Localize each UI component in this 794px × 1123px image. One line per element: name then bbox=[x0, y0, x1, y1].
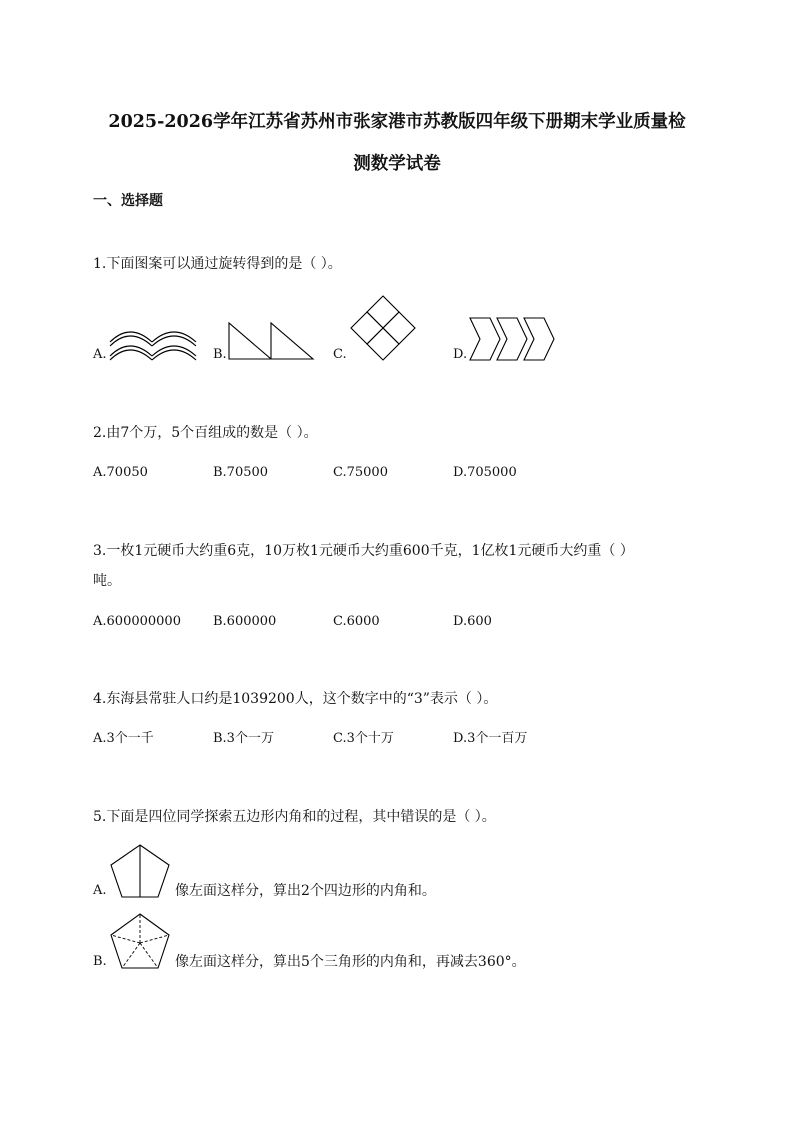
page-title: 2025-2026学年江苏省苏州市张家港市苏教版四年级下册期末学业质量检 bbox=[108, 112, 686, 132]
chevrons-icon bbox=[468, 316, 558, 362]
q3-option-a: A.600000000 bbox=[93, 614, 181, 629]
q3-option-b: B.600000 bbox=[213, 614, 277, 629]
pentagon-star-icon bbox=[108, 912, 172, 970]
q1-option-b-label: B. bbox=[213, 347, 227, 362]
page-title-continued: 测数学试卷 bbox=[353, 154, 441, 174]
q5-option-b-label: B. bbox=[93, 954, 107, 969]
q2-option-c: C.75000 bbox=[333, 465, 388, 480]
q5-option-a-text: 像左面这样分，算出2个四边形的内角和。 bbox=[175, 883, 436, 899]
q1-option-d-label: D. bbox=[453, 347, 468, 362]
q4-option-c: C.3个十万 bbox=[333, 731, 394, 746]
q5-option-a-label: A. bbox=[93, 883, 107, 898]
triangles-icon bbox=[227, 321, 315, 361]
q3-option-c: C.6000 bbox=[333, 614, 380, 629]
q3-option-d: D.600 bbox=[453, 614, 492, 629]
diamonds-icon bbox=[348, 294, 418, 362]
q4-option-b: B.3个一万 bbox=[213, 731, 274, 746]
section-heading: 一、选择题 bbox=[93, 193, 163, 209]
question-1-stem: 1.下面图案可以通过旋转得到的是（ ）。 bbox=[93, 256, 342, 272]
q4-option-d: D.3个一百万 bbox=[453, 731, 528, 746]
q4-option-a: A.3个一千 bbox=[93, 731, 154, 746]
q1-option-c-label: C. bbox=[333, 347, 347, 362]
q2-option-b: B.70500 bbox=[213, 465, 269, 480]
question-4-stem: 4.东海县常驻人口约是1039200人，这个数字中的“3”表示（ ）。 bbox=[93, 691, 498, 707]
pentagon-split-icon bbox=[108, 843, 172, 899]
question-3-stem: 3.一枚1元硬币大约重6克，10万枚1元硬币大约重600千克，1亿枚1元硬币大约重（ ） bbox=[93, 543, 634, 559]
q1-option-a-label: A. bbox=[93, 347, 107, 362]
q2-option-d: D.705000 bbox=[453, 465, 517, 480]
arches-icon bbox=[106, 324, 198, 362]
question-3-stem-continued: 吨。 bbox=[93, 573, 121, 589]
question-2-stem: 2.由7个万，5个百组成的数是（ ）。 bbox=[93, 425, 318, 441]
question-5-stem: 5.下面是四位同学探索五边形内角和的过程，其中错误的是（ ）。 bbox=[93, 809, 496, 825]
q2-option-a: A.70050 bbox=[93, 465, 148, 480]
q5-option-b-text: 像左面这样分，算出5个三角形的内角和，再减去360°。 bbox=[175, 954, 526, 970]
